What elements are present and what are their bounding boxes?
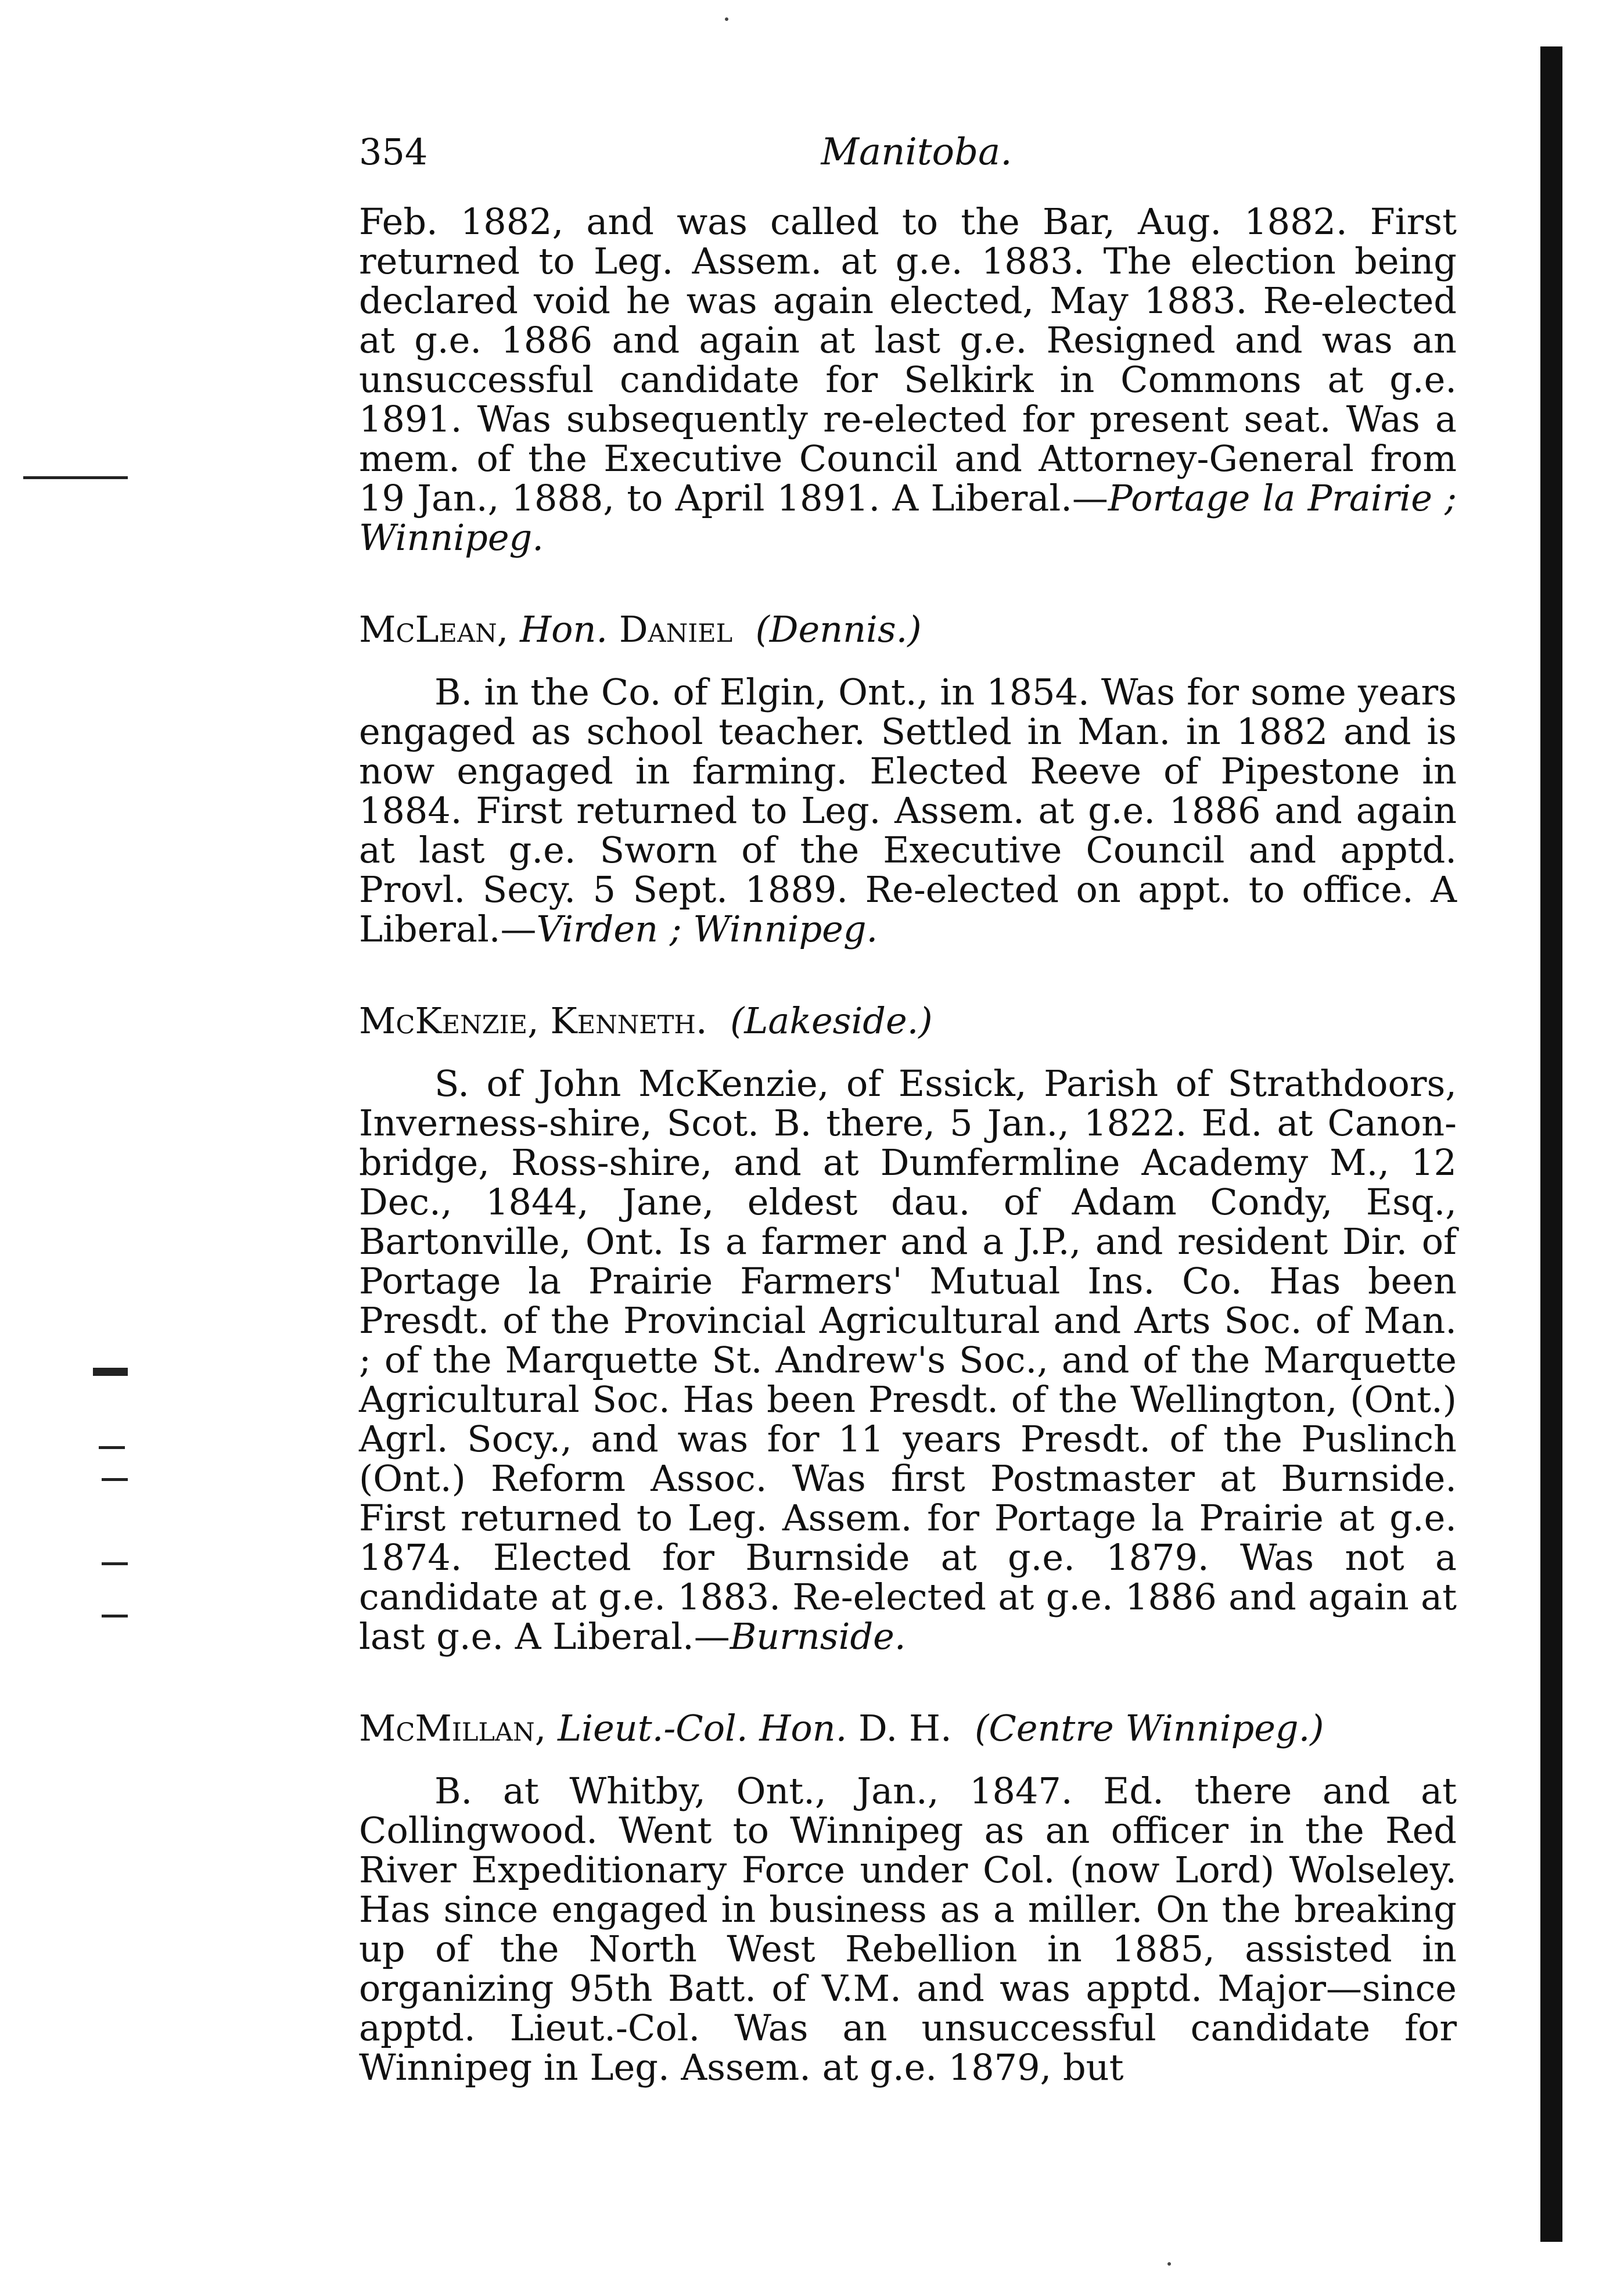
continuation-paragraph — [359, 202, 1457, 558]
entry-title: Hon. — [520, 608, 608, 650]
continuation-places: Portage la Prairie ; Winnipeg. — [359, 477, 1457, 559]
entry-mcmillan — [359, 1709, 1457, 2087]
entry-text: B. in the Co. of Elgin, Ont., in 1854. Was for some years engaged as school teacher. Settled in Man. in 1882 and is now engaged in farming. Elected Reeve of Pipestone in 1884. First returned to Leg. Assem. at g.e. 1886 and again at last g.e. Sworn of the Executive Council and apptd. Provl. Secy. 5 Sept. 1889. Re-elected on appt. to office. A Liberal.— — [359, 671, 1457, 950]
margin-mark — [102, 1478, 128, 1481]
entry-constituency: (Dennis.) — [755, 608, 922, 650]
entry-heading — [359, 1001, 1457, 1041]
entry-text: B. at Whitby, Ont., Jan., 1847. Ed. there and at Collingwood. Went to Winnipeg as an officer in the Red River Expeditionary Force under Col. (now Lord) Wolseley. Has since engaged in business as a miller. On the breaking up of the North West Rebellion in 1885, assisted in organizing 95th Batt. of V.M. and was apptd. Major—since apptd. Lieut.-Col. Was an unsuccessful candidate for Winnipeg in Leg. Assem. at g.e. 1879, but — [359, 1770, 1457, 2089]
entry-places: Burnside. — [730, 1615, 906, 1658]
print-speck — [725, 17, 728, 21]
entry-given-name: Kenneth. — [550, 1000, 707, 1042]
entry-heading — [359, 1709, 1457, 1748]
entry-heading — [359, 610, 1457, 649]
margin-mark — [102, 1615, 128, 1617]
entry-constituency: (Lakeside.) — [730, 1000, 933, 1042]
entry-title: Lieut.-Col. Hon. — [558, 1707, 847, 1749]
entry-surname: McMillan, — [359, 1707, 547, 1749]
page-number: 354 — [359, 131, 428, 173]
print-speck — [1167, 2262, 1171, 2266]
entry-surname: McLean, — [359, 608, 509, 650]
binding-shadow — [1540, 46, 1562, 2242]
margin-mark — [99, 1446, 125, 1449]
margin-mark — [93, 1368, 128, 1376]
entry-body — [359, 1064, 1457, 1656]
entry-surname: McKenzie, — [359, 1000, 539, 1042]
entry-text: S. of John McKenzie, of Essick, Parish of Strathdoors, Inverness-shire, Scot. B. there, 5 Jan., 1822. Ed. at Canon-bridge, Ross-shire, and at Dumfermline Academy M., 12 Dec., 1844, Jane, eldest dau. of Adam Condy, Esq., Bartonville, Ont. Is a farmer and a J.P., and resident Dir. of Portage la Prairie Farmers' Mutual Ins. Co. Has been Presdt. of the Provincial Agricultural and Arts Soc. of Man. ; of the Marquette St. Andrew's Soc., and of the Marquette Agricultural Soc. Has been Presdt. of the Wellington, (Ont.) Agrl. Socy., and was for 11 years Presdt. of the Puslinch (Ont.) Reform Assoc. Was first Postmaster at Burnside. First returned to Leg. Assem. for Portage la Prairie at g.e. 1874. Elected for Burnside at g.e. 1879. Was not a candidate at g.e. 1883. Re-elected at g.e. 1886 and again at last g.e. A Liberal.— — [359, 1062, 1457, 1658]
margin-mark — [23, 476, 128, 479]
entry-given-name: D. H. — [858, 1707, 952, 1749]
entry-mclean — [359, 610, 1457, 949]
page-header — [359, 131, 1474, 183]
entry-constituency: (Centre Winnipeg.) — [975, 1707, 1324, 1749]
continuation-text: Feb. 1882, and was called to the Bar, Aug. 1882. First returned to Leg. Assem. at g.e. 1883. The election being declared void he was again elected, May 1883. Re-elected at g.e. 1886 and again at last g.e. Resigned and was an unsuccessful candidate for Selkirk in Commons at g.e. 1891. Was subsequently re-elected for present seat. Was a mem. of the Executive Council and Attorney-General from 19 Jan., 1888, to April 1891. A Liberal.— — [359, 200, 1457, 519]
entry-mckenzie — [359, 1001, 1457, 1656]
entry-given-name: Daniel — [619, 608, 733, 650]
margin-mark — [102, 1562, 128, 1565]
entry-body — [359, 673, 1457, 949]
entry-body — [359, 1771, 1457, 2087]
text-block — [359, 202, 1457, 2087]
running-title: Manitoba. — [821, 131, 1012, 174]
entry-places: Virden ; Winnipeg. — [536, 908, 878, 950]
